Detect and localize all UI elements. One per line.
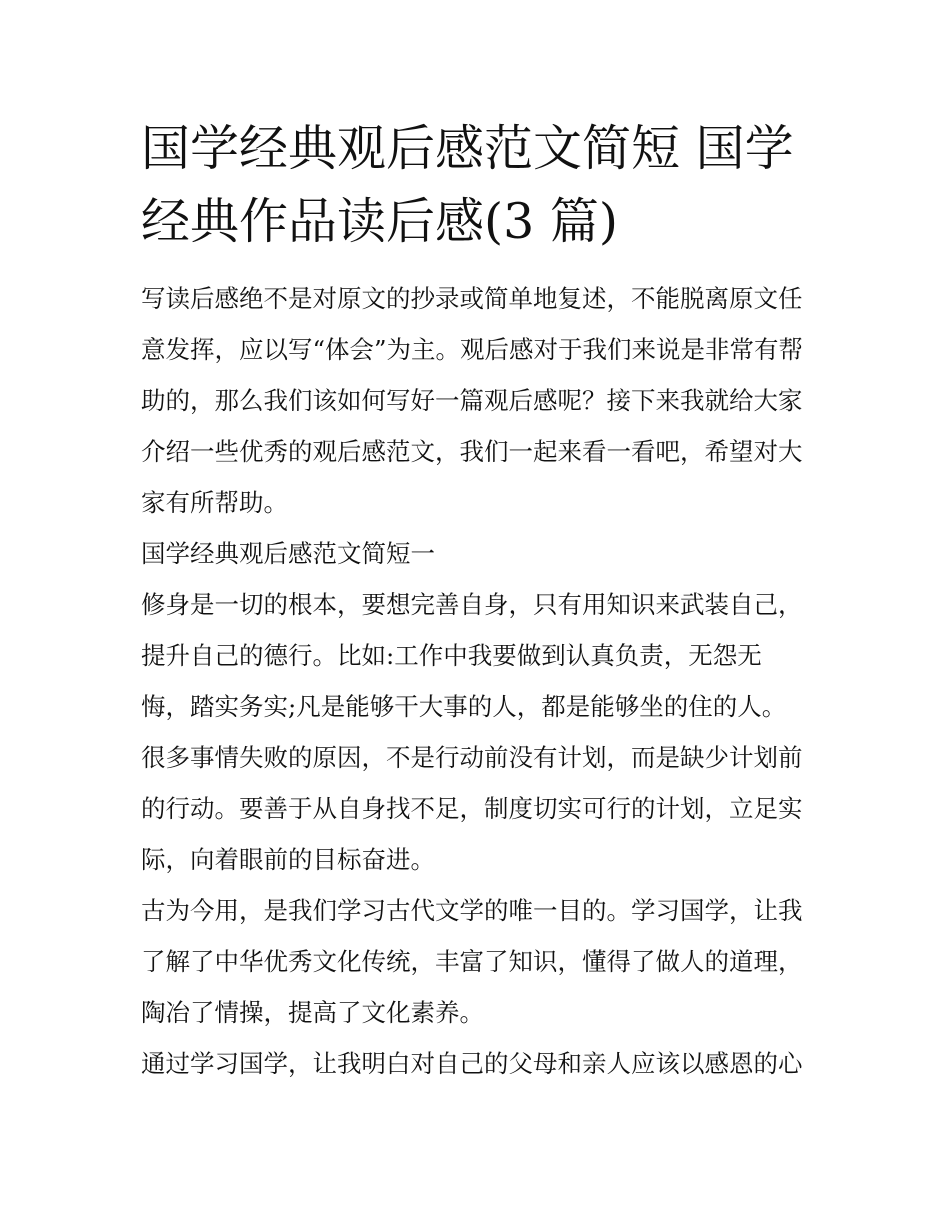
text-line: 写读后感绝不是对原文的抄录或简单地复述，不能脱离原文任 <box>141 284 803 313</box>
text-line: 介绍一些优秀的观后感范文，我们一起来看一看吧，希望对大 <box>141 437 803 466</box>
text-line: 悔，踏实务实;凡是能够干大事的人，都是能够坐的住的人。 <box>141 692 787 721</box>
document-body <box>141 273 813 1089</box>
text-line: 陶冶了情操，提高了文化素养。 <box>141 998 484 1027</box>
text-line: 家有所帮助。 <box>141 488 288 517</box>
body-paragraph <box>141 885 813 1038</box>
text-line: 修身是一切的根本，要想完善自身，只有用知识来武装自己， <box>141 590 803 619</box>
title-line: 经典作品读后感(3 篇) <box>141 193 618 250</box>
document-page <box>141 112 813 1089</box>
text-line: 际，向着眼前的目标奋进。 <box>141 845 435 874</box>
intro-paragraph <box>141 273 813 528</box>
text-line: 很多事情失败的原因，不是行动前没有计划，而是缺少计划前 <box>141 743 803 772</box>
body-paragraph <box>141 1038 813 1089</box>
text-line: 古为今用，是我们学习古代文学的唯一目的。学习国学，让我 <box>141 896 803 925</box>
text-line: 了解了中华优秀文化传统，丰富了知识，懂得了做人的道理， <box>141 947 803 976</box>
body-paragraph <box>141 579 813 885</box>
text-line: 的行动。要善于从自身找不足，制度切实可行的计划，立足实 <box>141 794 803 823</box>
text-line: 提升自己的德行。比如:工作中我要做到认真负责，无怨无 <box>141 641 762 670</box>
title-line: 国学经典观后感范文简短 国学 <box>141 120 794 177</box>
document-title <box>141 112 813 258</box>
text-line: 助的，那么我们该如何写好一篇观后感呢？接下来我就给大家 <box>141 386 803 415</box>
text-line: 国学经典观后感范文简短一 <box>141 539 435 568</box>
text-line: 通过学习国学，让我明白对自己的父母和亲人应该以感恩的心 <box>141 1049 803 1078</box>
text-line: 意发挥，应以写“体会”为主。观后感对于我们来说是非常有帮 <box>141 335 804 364</box>
section-heading <box>141 528 813 579</box>
